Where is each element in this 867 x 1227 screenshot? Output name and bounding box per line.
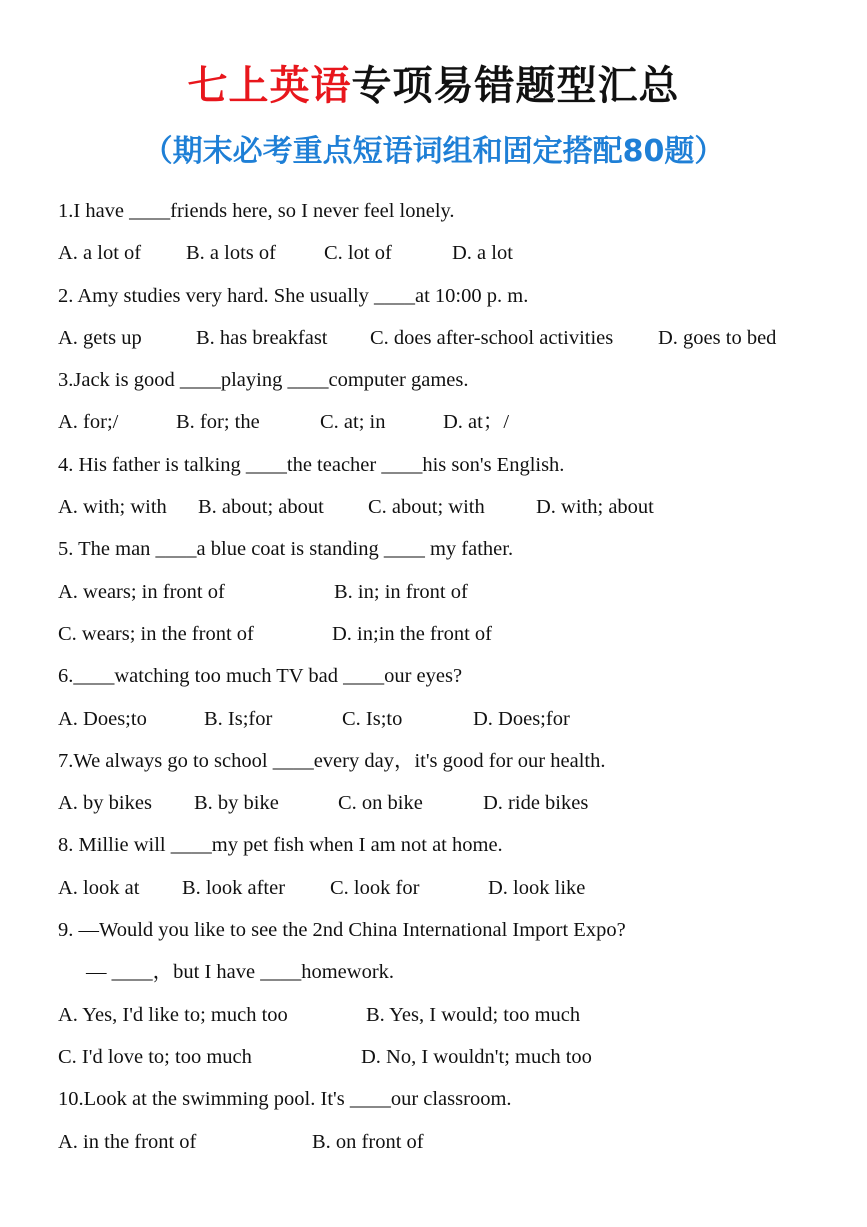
options-row: [58, 1121, 858, 1163]
option-d: D. Does;for: [473, 707, 570, 730]
option-a: A. for;/: [58, 411, 119, 434]
question-stem: 1.I have ____friends here, so I never feel lonely.: [58, 200, 455, 222]
option-b: B. for; the: [176, 411, 260, 434]
options-row: [58, 401, 858, 443]
option-c: C. at; in: [320, 411, 386, 434]
option-a: A. Does;to: [58, 707, 147, 730]
options-row: [58, 1036, 858, 1078]
option-c: C. does after-school activities: [370, 326, 614, 349]
option-b: B. by bike: [194, 792, 279, 815]
page-title: [0, 60, 867, 112]
title-highlight: 七上英语: [187, 62, 352, 109]
option-a: A. gets up: [58, 326, 142, 349]
options-row: [58, 486, 858, 528]
question-stem: 7.We always go to school ____every day，it's good for our health.: [58, 749, 606, 772]
option-b: B. look after: [182, 876, 286, 899]
page-subtitle: （期末必考重点短语词组和固定搭配80题）: [142, 134, 725, 169]
question-stem: 8. Millie will ____my pet fish when I am not at home.: [58, 834, 503, 857]
option-a: A. wears; in front of: [58, 580, 225, 603]
options-row: [58, 994, 858, 1036]
question-stem: 4. His father is talking ____the teacher ____his son's English.: [58, 453, 565, 476]
question-stem: 3.Jack is good ____playing ____computer games.: [58, 369, 469, 392]
question-stem: 9. —Would you like to see the 2nd China International Import Expo?: [58, 919, 626, 942]
question-stem: 5. The man ____a blue coat is standing ____ my father.: [58, 538, 514, 561]
option-d: D. with; about: [536, 496, 654, 519]
option-d: D. ride bikes: [483, 792, 589, 815]
option-d: D. in;in the front of: [332, 622, 492, 645]
question-stem-reply: — ____，but I have ____homework.: [86, 961, 395, 984]
option-d: D. a lot: [452, 242, 513, 265]
option-a: A. in the front of: [58, 1130, 197, 1153]
options-row: [58, 698, 858, 740]
option-a: A. Yes, I'd like to; much too: [58, 1003, 288, 1026]
option-b: B. on front of: [312, 1130, 424, 1153]
option-a: A. look at: [58, 876, 140, 899]
option-c: C. I'd love to; too much: [58, 1045, 252, 1068]
option-b: B. has breakfast: [196, 326, 328, 349]
options-row: [58, 571, 858, 613]
title-main: 专项易错题型汇总: [351, 62, 680, 109]
options-row: [58, 317, 858, 359]
option-c: C. look for: [330, 876, 420, 899]
option-d: D. look like: [488, 876, 586, 899]
question-stem: 10.Look at the swimming pool. It's ____our classroom.: [58, 1088, 512, 1111]
options-row: [58, 782, 858, 824]
option-b: B. Yes, I would; too much: [366, 1003, 581, 1026]
options-row: [58, 232, 858, 274]
option-c: C. wears; in the front of: [58, 622, 254, 645]
option-d: D. No, I wouldn't; much too: [361, 1045, 592, 1068]
option-a: A. a lot of: [58, 242, 142, 265]
options-row: [58, 613, 858, 655]
option-b: B. in; in front of: [334, 580, 468, 603]
option-d: D. goes to bed: [658, 326, 777, 349]
question-stem: 6.____watching too much TV bad ____our eyes?: [58, 665, 463, 688]
option-a: A. by bikes: [58, 792, 152, 815]
question-list: [58, 190, 858, 1163]
option-c: C. on bike: [338, 792, 423, 815]
option-c: C. about; with: [368, 496, 485, 519]
options-row: [58, 867, 858, 909]
option-c: C. Is;to: [342, 707, 403, 730]
question-stem: 2. Amy studies very hard. She usually ____at 10:00 p. m.: [58, 284, 529, 307]
option-b: B. Is;for: [204, 707, 273, 730]
option-a: A. with; with: [58, 496, 167, 519]
option-c: C. lot of: [324, 242, 392, 265]
option-d: D. at；/: [443, 411, 510, 434]
option-b: B. a lots of: [186, 242, 276, 265]
option-b: B. about; about: [198, 496, 324, 519]
